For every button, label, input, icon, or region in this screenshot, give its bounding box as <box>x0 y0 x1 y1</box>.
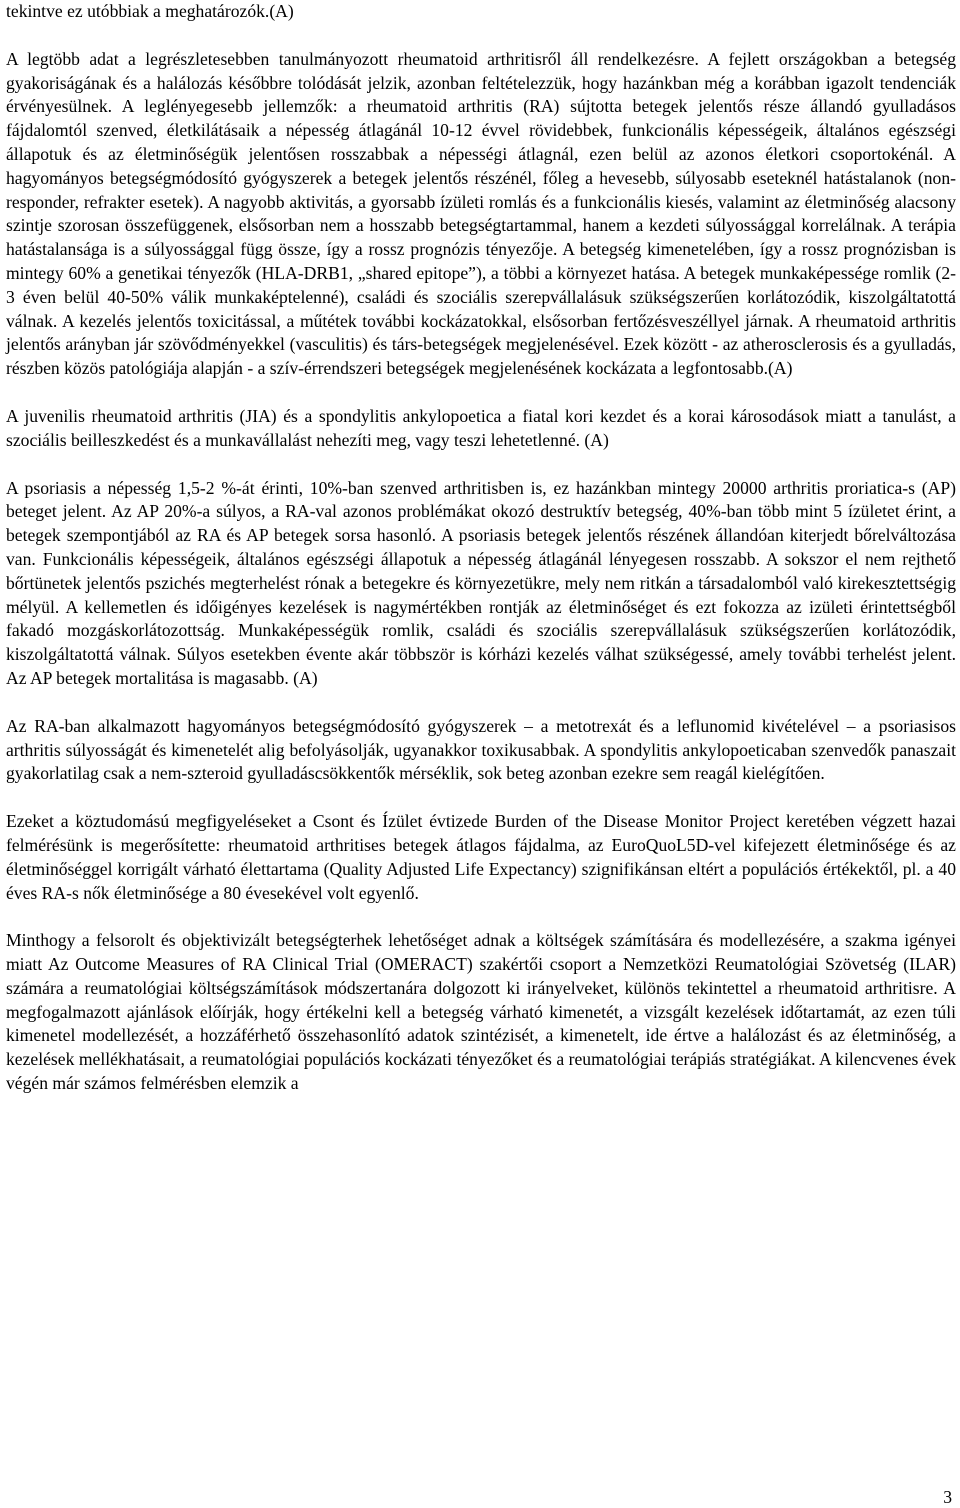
page-number: 3 <box>943 1487 952 1507</box>
paragraph-gap <box>6 453 956 477</box>
paragraph-gap <box>6 24 956 48</box>
paragraph-gap <box>6 786 956 810</box>
paragraph-gap <box>6 905 956 929</box>
paragraph-rheumatoid-arthritis: A legtöbb adat a legrészletesebben tanulmányozott rheumatoid arthritisről áll rendelkezésre. A fejlett országokban a betegség gyakoriságának és a halálozás későbbre tolódását jelzik, azonban feltételezzük, hogy hazánkban még a korábban igazolt tendenciák érvényesülnek. A leglényegesebb jellemzők: a rheumatoid arthritis (RA) sújtotta betegek jelentős része állandó gyulladásos fájdalomtól szenved, életkilátásaik a népesség átlagánál 10-12 évvel rövidebbek, funkcionális képességeik, általános egészségi állapotuk és az életminőségük jelentősen rosszabbak a népességi átlagnál, ezen belül az azonos életkori csoportokénál. A hagyományos betegségmódosító gyógyszerek a betegek jelentős részénél, főleg a hevesebb, súlyosabb eseteknél hatástalanok (non-responder, refrakter esetek). A nagyobb aktivitás, a gyorsabb ízületi romlás és a funkcionális kiesés, valamint az életminőség alacsony szintje szorosan összefüggenek, elsősorban nem a hosszabb betegségtartammal, hanem a kezdeti súlyossággal korrelálnak. A terápia hatástalansága is a súlyossággal függ össze, így a rossz prognózis tényezője. A betegség kimenetelében, így a rossz prognózisban is mintegy 60% a genetikai tényezők (HLA-DRB1, „shared epitope”), a többi a környezet hatása. A betegek munkaképessége romlik (2-3 éven belül 40-50% válik munkaképtelenné), családi és szociális szerepvállalásuk szükségszerűen korlátozódik, kiszolgáltatottá válnak. A kezelés jelentős toxicitással, a műtétek további kockázatokkal, elsősorban fertőzésveszéllyel járnak. A rheumatoid arthritis jelentős arányban jár szövődményekkel (vasculitis) és társ-betegségek megjelenésével. Ezek között - az atherosclerosis és a gyulladás, részben közös patológiája alapján - a szív-érrendszeri betegségek megjelenésének kockázata a legfontosabb.(A) <box>6 48 956 379</box>
paragraph-intro-tail: tekintve ez utóbbiak a meghatározók.(A) <box>6 1 294 21</box>
paragraph-treatment: Az RA-ban alkalmazott hagyományos betegségmódosító gyógyszerek – a metotrexát és a leflunomid kivételével – a psoriasisos arthritis súlyosságát és kimenetelét alig befolyásolják, ugyanakkor toxikusabbak. A spondylitis ankylopoeticaban szenvedők panaszait gyakorlatilag csak a nem-szteroid gyulladáscsökkentők mérséklik, sok beteg azonban ezekre sem reagál kielégítően. <box>6 715 956 784</box>
document-page <box>6 0 956 1096</box>
paragraph-gap <box>6 691 956 715</box>
paragraph-burden-survey: Ezeket a köztudomású megfigyeléseket a Csont és Ízület évtizede Burden of the Disease Monitor Project keretében végzett hazai felmérésünk is megerősítette: rheumatoid arthritises betegek átlagos fájdalma, az EuroQuoL5D-vel kifejezett életminősége és az életminőséggel korrigált várható élettartama (Quality Adjusted Life Expectancy) szignifikánsan eltért a populációs értékektől, pl. a 40 éves RA-s nők életminősége a 80 évesekével volt egyenlő. <box>6 811 956 903</box>
paragraph-juvenile-arthritis: A juvenilis rheumatoid arthritis (JIA) és a spondylitis ankylopoetica a fiatal kori kezdet és a korai károsodások miatt a tanulást, a szociális beilleszkedést és a munkavállalást nehezíti meg, vagy teszi lehetetlenné. (A) <box>6 405 956 450</box>
paragraph-cost-modelling: Minthogy a felsorolt és objektivizált betegségterhek lehetőséget adnak a költségek számítására és modellezésére, a szakma igényei miatt Az Outcome Measures of RA Clinical Trial (OMERACT) szakértői csoport a Nemzetközi Reumatológiai Szövetség (ILAR) számára a reumatológiai költségszámítások módszertanára dolgozott ki irányelveket, különös tekintettel a rheumatoid arthritisre. A megfogalmazott ajánlások előírják, hogy értékelni kell a betegség várható kimenetét, a vizsgált kezelések időtartamát, az ezen túli kimenetel modellezését, a hozzáférhető összehasonlító adatok szintézisét, a kimenetelt, ide értve a halálozást és az életminőség, a kezelések mellékhatásait, a reumatológiai populációs kockázati tényezőket és a reumatológiai terápiás stratégiákat. A kilencvenes évek végén már számos felmérésben elemzik a <box>6 930 956 1094</box>
paragraph-psoriasis: A psoriasis a népesség 1,5-2 %-át érinti, 10%-ban szenved arthritisben is, ez hazánkban mintegy 20000 arthritis proriatica-s (AP) beteget jelent. Az AP 20%-a súlyos, a RA-val azonos problémákat okozó destruktív betegség, 40%-ban több mint 5 ízületet érint, a betegek szempontjából az RA és AP betegek sorsa hasonló. A psoriasis betegek jelentős részének állandóan kiterjedt bőrelváltozása van. Funkcionális képességeik, általános egészségi állapotuk a népesség átlagánál lényegesen rosszabb. A sokszor el nem rejthető bőrtünetek jelentős pszichés megterhelést rónak a betegekre és környezetükre, mely nem ritkán a társadalomból való kirekesztettségig mélyül. A kellemetlen és időigényes kezelések is nagymértékben rontják az életminőséget és ezt fokozza az izületi érintettségből fakadó mozgáskorlátozottság. Munkaképességük romlik, családi és szociális szerepvállalásuk szükségszerűen korlátozódik, kiszolgáltatottá válnak. Súlyos esetekben évente akár többször is kórházi kezelés válhat szükségessé, amely további terhelést jelent. Az AP betegek mortalitása is magasabb. (A) <box>6 477 956 688</box>
paragraph-gap <box>6 381 956 405</box>
